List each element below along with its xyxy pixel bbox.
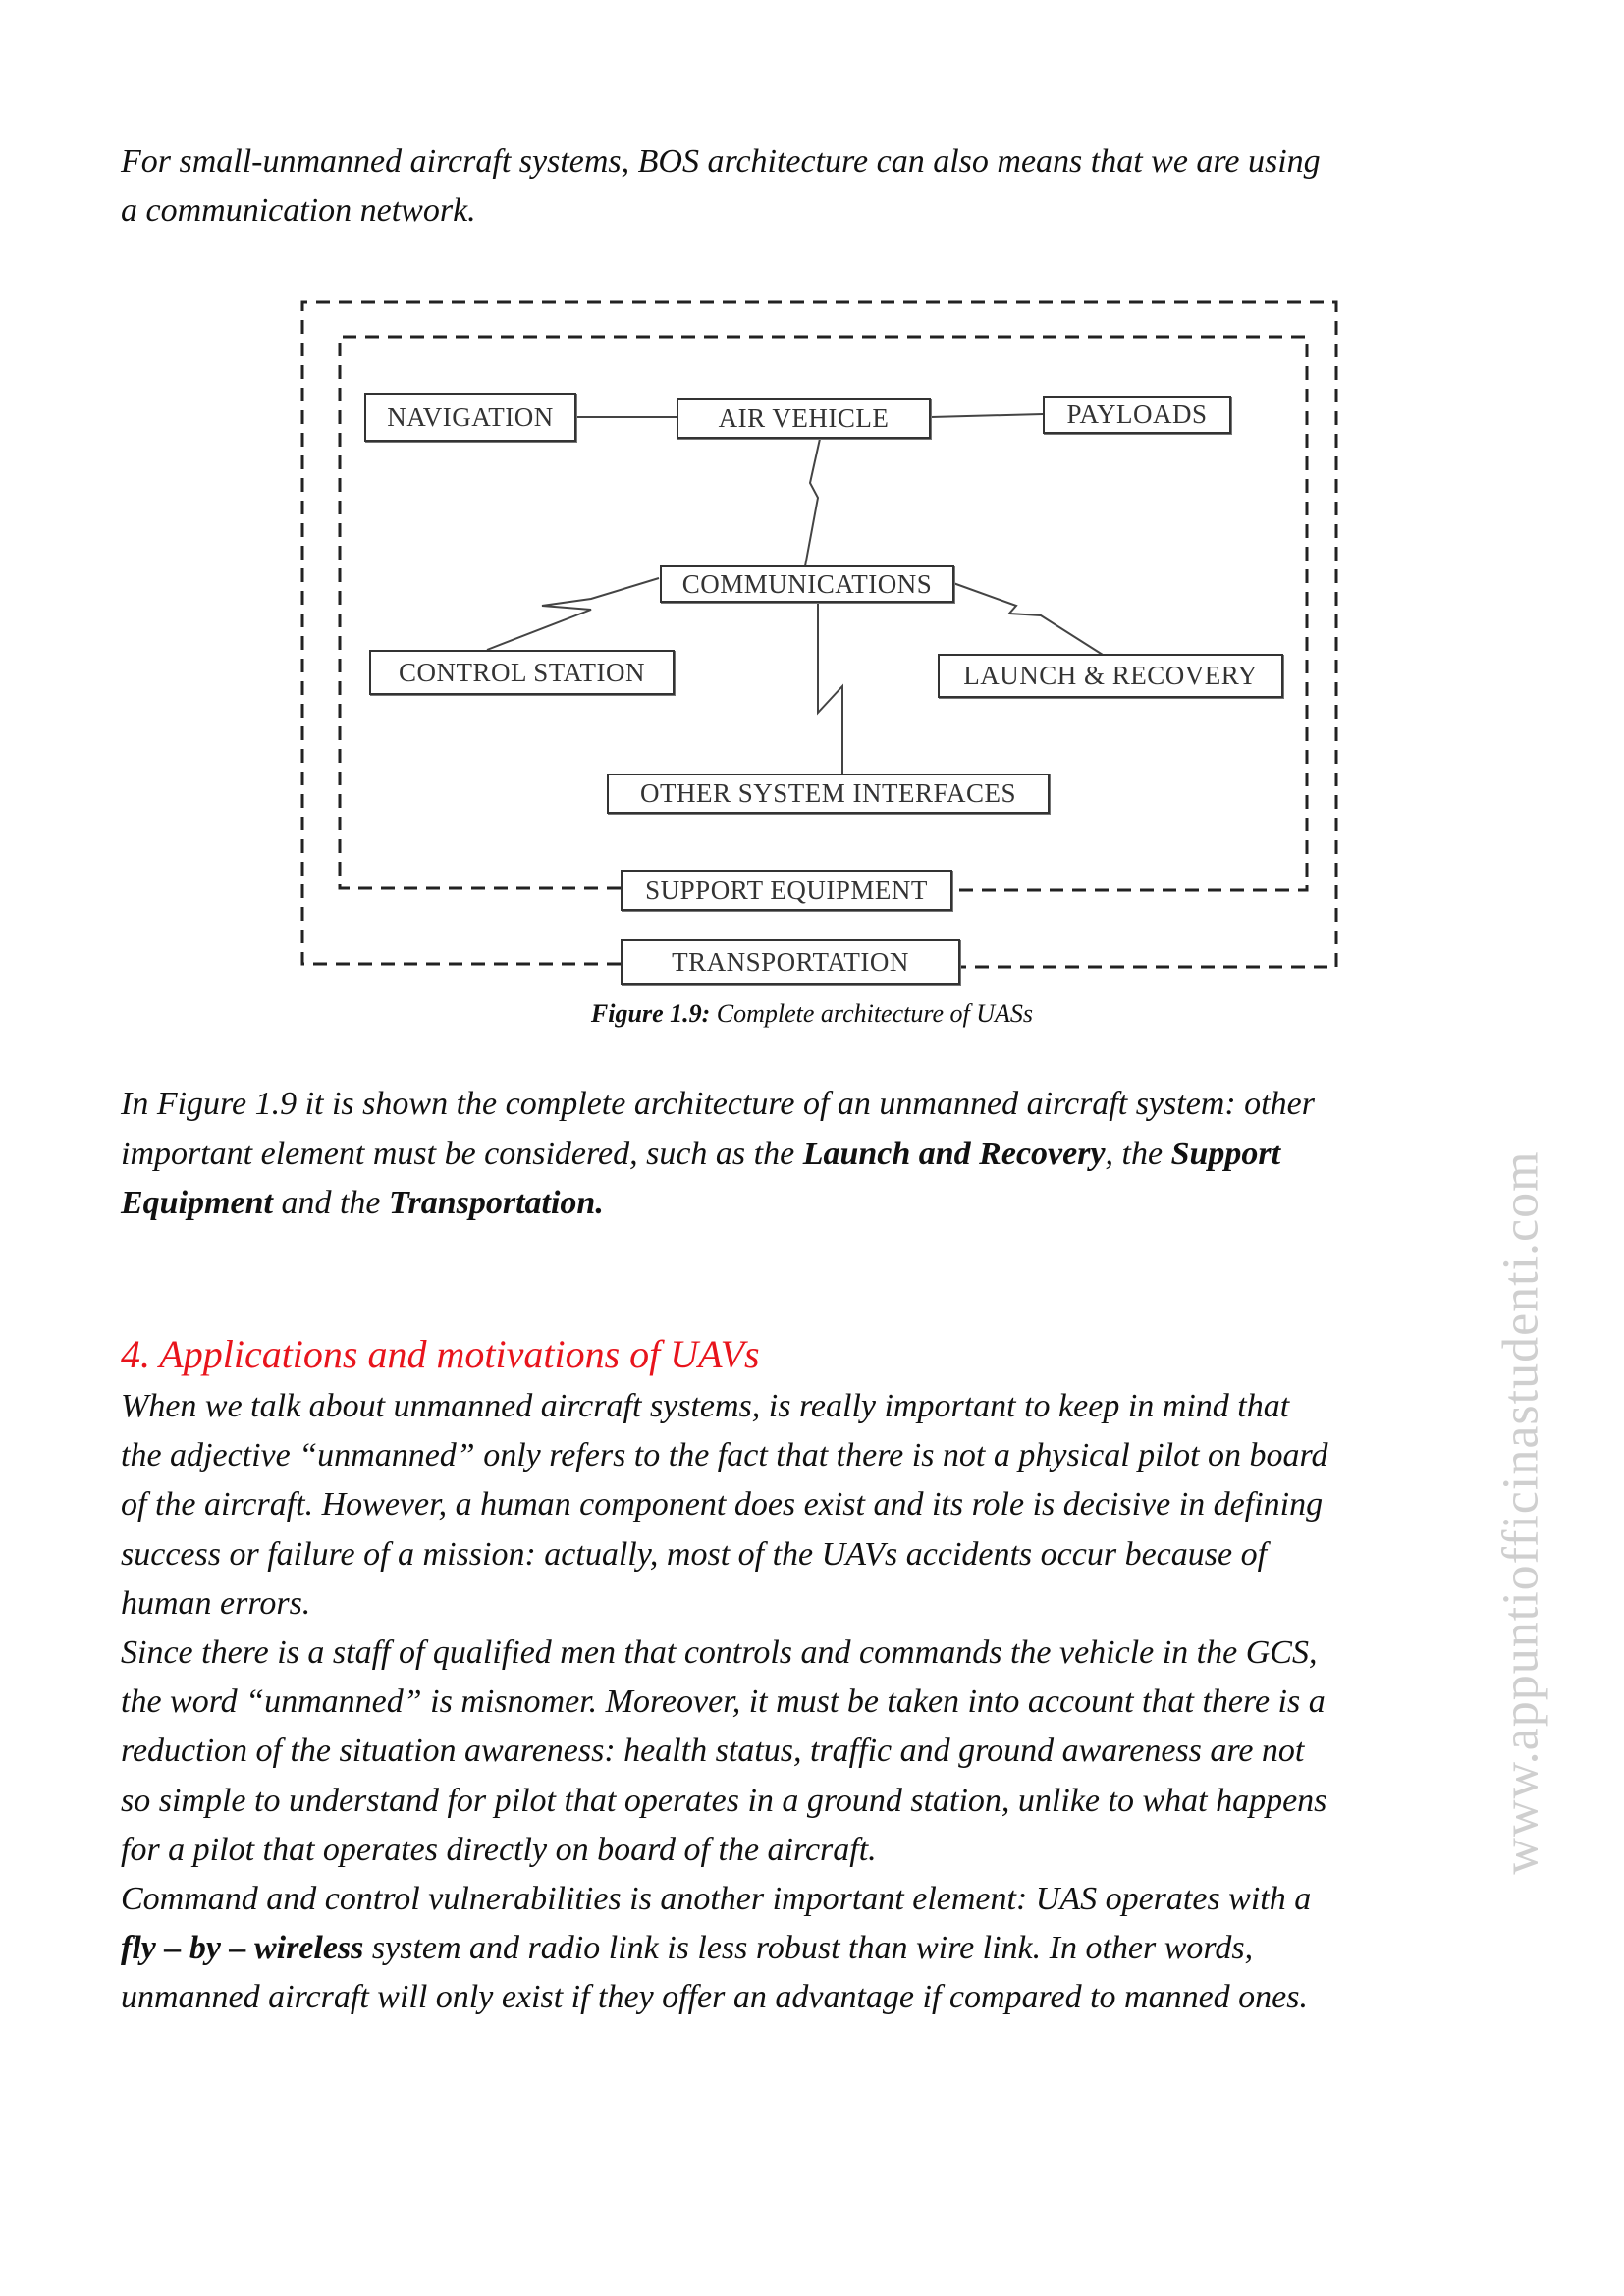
payloads-box: PAYLOADS (1043, 396, 1231, 434)
body-line (121, 1832, 877, 1869)
body-line (121, 1783, 1326, 1820)
paragraph2-line (121, 1136, 1280, 1173)
text: for a pilot that operates directly on board of the aircraft. (121, 1831, 877, 1868)
bold-text: Transportation. (388, 1185, 604, 1221)
text: Command and control vulnerabilities is another important element: UAS operates with a (121, 1881, 1312, 1917)
text: unmanned aircraft will only exist if they offer an advantage if compared to manned ones. (121, 1979, 1309, 2016)
radio-link-air-vehicle (805, 439, 820, 566)
text: In Figure 1.9 it is shown the complete architecture of an unmanned aircraft system: other (121, 1086, 1315, 1122)
radio-link-launch-recovery (953, 583, 1103, 655)
paragraph2-line (121, 1086, 1315, 1123)
body-line (121, 1486, 1323, 1523)
body-line (121, 1881, 1311, 1918)
text: success or failure of a mission: actually, most of the UAVs accidents occur because of (121, 1535, 1268, 1573)
text: human errors. (121, 1584, 311, 1622)
support-equipment-box: SUPPORT EQUIPMENT (621, 870, 952, 911)
text: When we talk about unmanned aircraft systems, is really important to keep in mind that (121, 1388, 1290, 1424)
body-line (121, 1634, 1317, 1672)
air-vehicle-box: AIR VEHICLE (677, 398, 931, 439)
paragraph2-line (121, 1185, 604, 1222)
radio-link-control-station (487, 578, 659, 650)
bold-text: Equipment (121, 1185, 273, 1221)
body-line (121, 1585, 310, 1623)
control-station-box: CONTROL STATION (369, 650, 675, 695)
link-air-vehicle-payloads (931, 414, 1043, 417)
body-line (121, 1733, 1304, 1770)
watermark: www.appuntiofficinastudenti.com (1492, 1150, 1549, 1875)
bold-text: Launch and Recovery (802, 1135, 1106, 1172)
body-line (121, 1536, 1267, 1574)
section-heading: 4. Applications and motivations of UAVs (121, 1332, 760, 1376)
caption-label: Figure 1.9: (590, 999, 711, 1028)
transportation-box: TRANSPORTATION (621, 939, 960, 985)
text: reduction of the situation awareness: health status, traffic and ground awareness are not (121, 1733, 1305, 1770)
text: so simple to understand for pilot that operates in a ground station, unlike to what happens (121, 1782, 1327, 1819)
body-line (121, 1930, 1253, 1967)
text: and the (272, 1185, 389, 1221)
intro-line-1: For small-unmanned aircraft systems, BOS architecture can also means that we are using (121, 143, 1321, 180)
text: the adjective “unmanned” only refers to the fact that there is not a physical pilot on board (121, 1437, 1328, 1474)
bold-text: Support (1170, 1135, 1281, 1172)
text: important element must be considered, such as the (121, 1135, 803, 1172)
intro-line-2: a communication network. (121, 192, 476, 229)
radio-link-other-interfaces (818, 603, 842, 775)
text: system and radio link is less robust than wire link. In other words, (363, 1930, 1254, 1967)
body-line (121, 1388, 1289, 1425)
figure-caption (0, 999, 1624, 1029)
body-line (121, 1683, 1326, 1721)
text: of the aircraft. However, a human component does exist and its role is decisive in defining (121, 1486, 1324, 1523)
body-line (121, 1979, 1308, 2016)
text: , the (1105, 1135, 1171, 1172)
launch-recovery-box: LAUNCH & RECOVERY (938, 654, 1283, 698)
caption-text: Complete architecture of UASs (710, 999, 1034, 1028)
architecture-diagram (0, 0, 1624, 1080)
bold-text: fly – by – wireless (121, 1930, 364, 1967)
body-line (121, 1437, 1328, 1474)
navigation-box: NAVIGATION (364, 393, 576, 442)
communications-box: COMMUNICATIONS (660, 565, 954, 603)
text: the word “unmanned” is misnomer. Moreover, it must be taken into account that there is a (121, 1683, 1326, 1721)
other-system-interfaces-box: OTHER SYSTEM INTERFACES (607, 774, 1050, 814)
text: Since there is a staff of qualified men that controls and commands the vehicle in the GCS, (121, 1634, 1318, 1671)
